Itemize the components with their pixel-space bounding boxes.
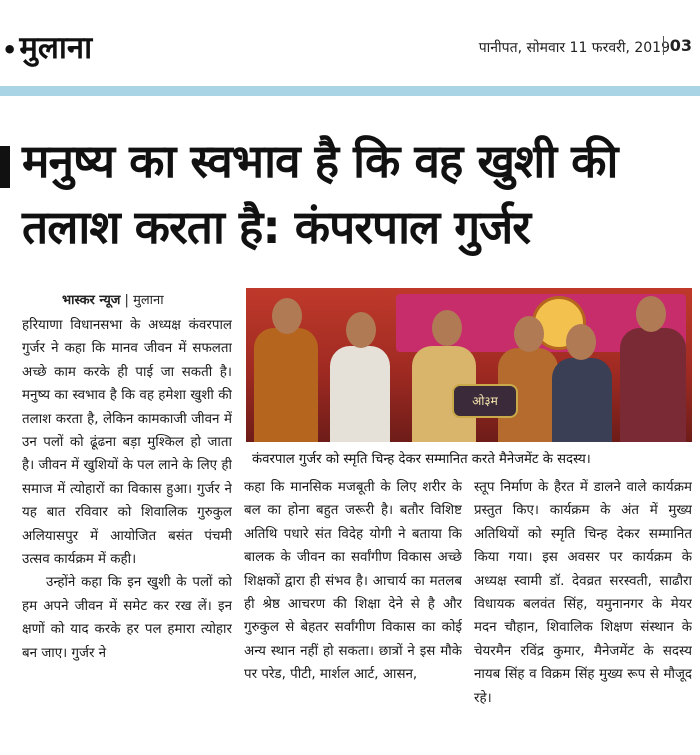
byline-place: मुलाना bbox=[133, 293, 164, 308]
byline: भास्कर न्यूज | मुलाना bbox=[62, 293, 164, 308]
person-head bbox=[346, 312, 376, 348]
headline: मनुष्य का स्वभाव है कि वह खुशी की तलाश करता है: कंपरपाल गुर्जर bbox=[22, 134, 618, 254]
person-figure bbox=[620, 328, 686, 442]
person-head bbox=[514, 316, 544, 352]
article-column-1 bbox=[22, 314, 232, 754]
page-number: 03 bbox=[663, 36, 692, 55]
article-paragraph: कहा कि मानसिक मजबूती के लिए शरीर के बल का होना बहुत जरूरी है। बतौर विशिष्ट अतिथि पधारे संत विदेह योगी ने बताया कि बालक के जीवन का सर्वांगीण विकास अच्छे शिक्षकों द्वारा ही संभव है। आचार्य का मतलब ही श्रेष्ठ आचरण की शिक्षा देने से है और गुरुकुल से बेहतर सर्वांगीण विकास का कोई अन्य स्थान नहीं हो सकता। छात्रों ने इस मौके पर परेड, पीटी, मार्शल आर्ट, आसन, bbox=[244, 480, 462, 683]
news-photo bbox=[246, 288, 692, 442]
person-head bbox=[432, 310, 462, 346]
byline-agency: भास्कर न्यूज bbox=[62, 293, 121, 308]
bullet-icon: • bbox=[2, 36, 18, 64]
article-column-3 bbox=[474, 476, 692, 754]
article-paragraph: स्तूप निर्माण के हैरत में डालने वाले कार्यक्रम प्रस्तुत किए। कार्यक्रम के अंत में मुख्य अतिथियों को स्मृति चिन्ह देकर सम्मानित किया गया। इस अवसर पर कार्यक्रम के अध्यक्ष स्वामी डॉ. देवव्रत सरस्वती, साढौरा विधायक बलवंत सिंह, यमुनानगर के मेयर मदन चौहान, शिवालिक शिक्षण संस्थान के चेयरमैन रविंद्र कुमार, मैनेजमेंट के सदस्य नायब सिंह व विक्रम सिंह मुख्य रूप से मौजूद रहे। bbox=[474, 480, 692, 706]
dateline: पानीपत, सोमवार 11 फरवरी, 2019 bbox=[478, 40, 670, 56]
article-paragraph: हरियाणा विधानसभा के अध्यक्ष कंवरपाल गुर्जर ने कहा कि मानव जीवन में सफलता अच्छे काम करके ही पाई जा सकती है। मनुष्य का स्वभाव है कि वह हमेशा खुशी की तलाश करता है, लेकिन कामकाजी जीवन में उन पलों को ढूंढना बड़ा मुश्किल हो जाता है। जीवन में खुशियों के पल लाने के लिए ही समाज में त्योहारों का विकास हुआ। गुर्जर ने यह बात रविवार को शिवालिक गुरुकुल अलियासपुर में आयोजित बसंत पंचमी उत्सव कार्यक्रम में कही। bbox=[22, 318, 232, 568]
section-name-text: मुलाना bbox=[19, 30, 93, 66]
person-figure bbox=[552, 358, 612, 442]
memento-plaque: ओ३म bbox=[452, 384, 518, 418]
photo-caption: कंवरपाल गुर्जर को स्मृति चिन्ह देकर सम्मानित करते मैनेजमेंट के सदस्य। bbox=[252, 452, 591, 467]
article-paragraph: उन्होंने कहा कि इन खुशी के पलों को हम अपने जीवन में समेट कर रख लें। इन क्षणों को याद करके हर पल हमारा त्योहार बन जाए। गुर्जर ने bbox=[22, 575, 232, 661]
section-name bbox=[2, 26, 92, 68]
headline-bar bbox=[0, 146, 10, 188]
person-figure bbox=[254, 328, 318, 442]
person-head bbox=[566, 324, 596, 360]
person-head bbox=[272, 298, 302, 334]
masthead-rule bbox=[0, 86, 700, 96]
person-head bbox=[636, 296, 666, 332]
article-column-2 bbox=[244, 476, 462, 754]
person-figure bbox=[330, 346, 390, 442]
masthead bbox=[0, 0, 700, 80]
